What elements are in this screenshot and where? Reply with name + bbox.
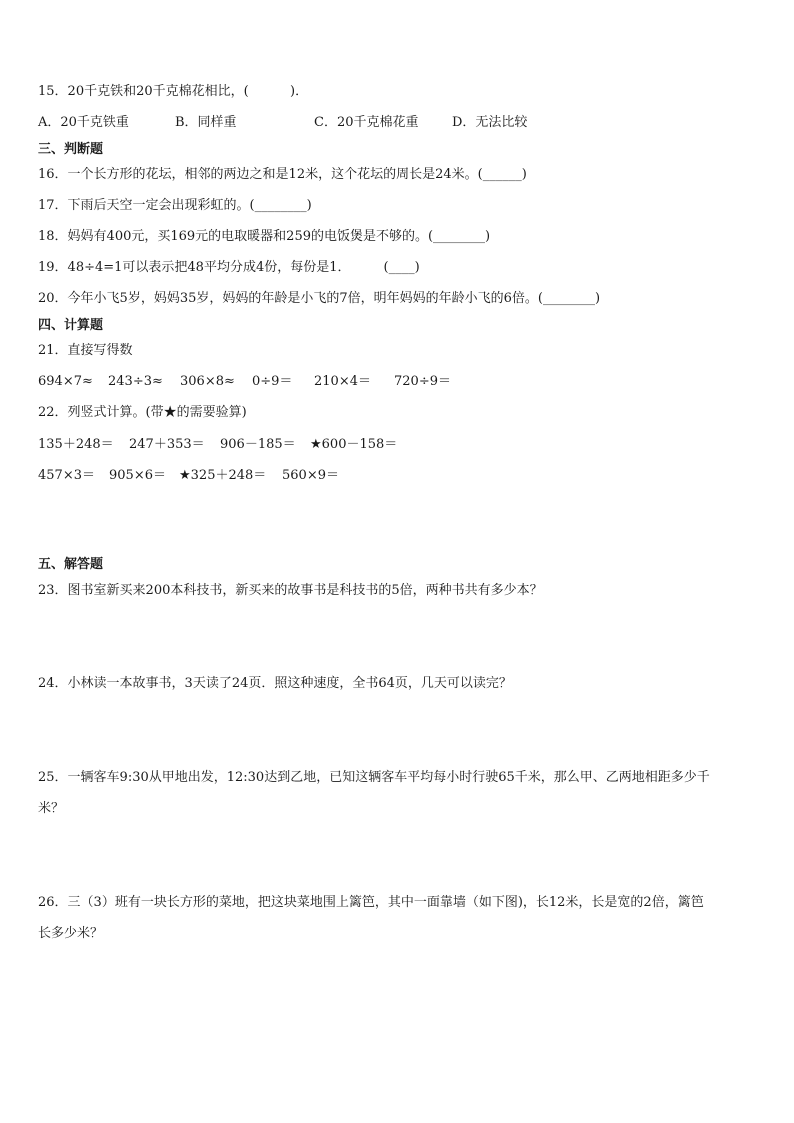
option-b: B．同样重 [175,115,237,130]
calc-item: 135＋248＝ [38,437,114,452]
calc-item: 457×3＝ [38,468,95,483]
question-26-line-2: 长多少米？ [38,926,104,941]
question-21-stem: 21．直接写得数 [38,343,133,358]
question-18: 18．妈妈有400元，买169元的电取暖器和259的电饭煲是不够的。(________) [38,229,491,244]
question-15-stem: 15．20千克铁和20千克棉花相比，( )． [38,84,309,99]
calc-item: 0÷9＝ [252,374,293,389]
question-22-row-2 [38,467,758,485]
question-25-line-2: 米？ [38,801,65,816]
calc-item: 306×8≈ [180,374,235,389]
section-4-title: 四、计算题 [38,318,104,333]
calc-item: ★325＋248＝ [179,468,267,483]
question-19: 19．48÷4=1可以表示把48平均分成4份，每份是1． (____) [38,260,420,275]
calc-item: 905×6＝ [109,468,166,483]
question-15-options [38,114,758,132]
calc-item: 560×9＝ [282,468,339,483]
calc-item: 720÷9＝ [394,374,451,389]
question-26-line-1: 26．三（3）班有一块长方形的菜地，把这块菜地围上篱笆，其中一面靠墙（如下图)，长12米，长是宽的2倍，篱笆 [38,895,704,910]
calc-item: 694×7≈ [38,374,93,389]
calc-item: ★600－158＝ [310,437,398,452]
calc-item: 247＋353＝ [129,437,205,452]
calc-item: 243÷3≈ [108,374,163,389]
question-24: 24．小林读一本故事书，3天读了24页．照这种速度，全书64页，几天可以读完？ [38,676,512,691]
section-3-title: 三、判断题 [38,142,104,157]
calc-item: 210×4＝ [314,374,371,389]
question-17: 17．下雨后天空一定会出现彩虹的。(________) [38,198,312,213]
question-22-row-1 [38,436,758,454]
option-d: D．无法比较 [452,115,528,130]
question-22-stem: 22．列竖式计算。(带★的需要验算) [38,405,247,420]
question-25-line-1: 25．一辆客车9:30从甲地出发，12:30达到乙地，已知这辆客车平均每小时行驶65千米，那么甲、乙两地相距多少千 [38,770,710,785]
section-5-title: 五、解答题 [38,557,104,572]
option-c: C．20千克棉花重 [314,115,419,130]
calc-item: 906－185＝ [220,437,296,452]
option-a: A．20千克铁重 [38,115,129,130]
question-23: 23．图书室新买来200本科技书，新买来的故事书是科技书的5倍，两种书共有多少本？ [38,583,543,598]
question-21-items [38,373,758,391]
question-16: 16．一个长方形的花坛，相邻的两边之和是12米，这个花坛的周长是24米。(______) [38,167,527,182]
question-20: 20．今年小飞5岁，妈妈35岁，妈妈的年龄是小飞的7倍，明年妈妈的年龄小飞的6倍。(________) [38,291,601,306]
